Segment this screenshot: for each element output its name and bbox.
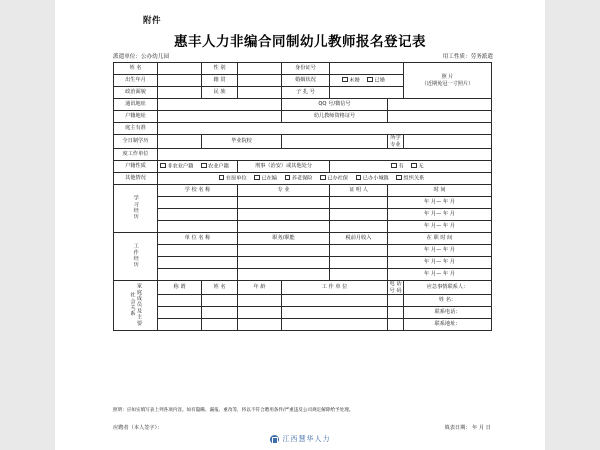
cell-qq-value[interactable] <box>388 99 492 111</box>
dispatch-unit-label: 派遣单位：公办幼儿园 <box>113 54 169 60</box>
work-header-time: 在 职 时 间 <box>388 233 492 245</box>
work-cell-unit[interactable] <box>158 269 238 281</box>
study-cell-time[interactable]: 年 月— 年 月 <box>388 197 492 209</box>
work-cell-time[interactable]: 年 月— 年 月 <box>388 245 492 257</box>
family-header-workunit: 工 作 单 位 <box>282 281 388 295</box>
checkbox-married[interactable]: 已婚 <box>367 77 384 84</box>
study-header-time: 时 间 <box>388 185 492 197</box>
table-row <box>114 257 492 269</box>
emergency-field-name[interactable]: 姓 名： <box>404 295 492 307</box>
table-row <box>114 307 492 319</box>
footer-company-name: 江西慧华人力 <box>282 435 331 443</box>
cell-major-label: 所学专业 <box>388 135 404 149</box>
cell-political-label: 政治面貌 <box>114 87 158 99</box>
table-row <box>114 161 492 173</box>
study-cell-major[interactable] <box>238 221 330 233</box>
cell-idnumber-value[interactable] <box>330 63 404 75</box>
cell-marital-options[interactable] <box>330 75 404 87</box>
footer-watermark <box>0 434 600 444</box>
study-cell-school[interactable] <box>158 221 238 233</box>
family-cell-workunit[interactable] <box>282 319 388 331</box>
table-row <box>114 197 492 209</box>
checkbox-icon[interactable] <box>219 175 225 181</box>
cell-hukou-type-label: 户籍性质 <box>114 161 158 173</box>
cell-hukou-type-options[interactable] <box>158 161 238 173</box>
family-cell-workunit[interactable] <box>282 295 388 307</box>
cell-penalty-options[interactable] <box>330 161 492 173</box>
cell-gender-value[interactable] <box>238 63 282 75</box>
work-cell-position[interactable] <box>238 245 330 257</box>
family-cell-age[interactable] <box>238 307 282 319</box>
checkbox-icon[interactable] <box>356 175 362 181</box>
checkbox-penalty-yes[interactable]: 有 <box>391 163 403 170</box>
cell-education-label: 全日制学历 <box>114 135 158 149</box>
cell-native-value[interactable] <box>238 75 282 87</box>
cell-political-value[interactable] <box>158 87 202 99</box>
table-row <box>114 269 492 281</box>
checkbox-icon[interactable] <box>411 163 417 169</box>
checkbox-icon[interactable] <box>396 175 402 181</box>
checkbox-penalty-no[interactable]: 无 <box>411 163 423 170</box>
cell-birth-value[interactable] <box>158 75 202 87</box>
family-cell-relation[interactable] <box>158 307 202 319</box>
table-row <box>114 111 492 123</box>
study-header-witness: 证 明 人 <box>330 185 388 197</box>
family-header-relation: 称 谓 <box>158 281 202 295</box>
checkbox-pension[interactable]: 养老保险 <box>285 175 313 182</box>
work-cell-income[interactable] <box>330 245 388 257</box>
cell-spacer-label: 度工作单位 <box>114 149 158 161</box>
checkbox-social[interactable]: 已办社保 <box>320 175 348 182</box>
registration-form-table <box>113 62 492 331</box>
emergency-field-phone[interactable]: 联系电话： <box>404 307 492 319</box>
cell-school-label: 毕业院校 <box>202 135 282 149</box>
table-row <box>114 99 492 111</box>
checkbox-icon[interactable] <box>201 163 207 169</box>
cell-qq-label: QQ 号/微信号 <box>282 99 388 111</box>
cell-gender-label: 性 别 <box>202 63 238 75</box>
work-cell-time[interactable]: 年 月— 年 月 <box>388 269 492 281</box>
work-header-income: 税前月收入 <box>330 233 388 245</box>
work-cell-income[interactable] <box>330 269 388 281</box>
table-row <box>114 209 492 221</box>
work-cell-time[interactable]: 年 月— 年 月 <box>388 257 492 269</box>
family-cell-phone[interactable] <box>388 307 404 319</box>
checkbox-icon[interactable] <box>254 175 260 181</box>
checkbox-in-unit[interactable]: 在原单位 <box>219 175 247 182</box>
cell-name-label: 姓 名 <box>114 63 158 75</box>
employment-type-label: 用工性质：劳务派遣 <box>442 54 493 60</box>
study-cell-witness[interactable] <box>330 197 388 209</box>
table-row <box>114 295 492 307</box>
cell-ethnic-label: 民 族 <box>202 87 238 99</box>
checkbox-icon[interactable] <box>391 163 397 169</box>
family-cell-name[interactable] <box>202 295 238 307</box>
checkbox-icon[interactable] <box>160 163 166 169</box>
table-row <box>114 185 492 197</box>
checkbox-icon[interactable] <box>367 77 373 83</box>
table-row <box>114 245 492 257</box>
cell-spacer-value[interactable] <box>158 149 492 161</box>
family-header-phone: 电 话 号 码 <box>389 281 402 294</box>
family-header-name: 姓 名 <box>202 281 238 295</box>
cell-teachercert-value[interactable] <box>388 111 492 123</box>
family-cell-phone[interactable] <box>388 295 404 307</box>
study-cell-time[interactable]: 年 月— 年 月 <box>388 221 492 233</box>
cell-address-value[interactable] <box>158 99 282 111</box>
checkbox-on-staff[interactable]: 已在编 <box>254 175 277 182</box>
cell-name-value[interactable] <box>158 63 202 75</box>
photo-label-2: （近期免冠一寸照片） <box>421 80 474 87</box>
emergency-contact-title: 应急事情联系人： <box>404 281 492 295</box>
family-cell-age[interactable] <box>238 319 282 331</box>
cell-address-label: 通讯地址 <box>114 99 158 111</box>
study-cell-school[interactable] <box>158 197 238 209</box>
photo-cell <box>404 63 492 99</box>
work-cell-position[interactable] <box>238 257 330 269</box>
family-cell-age[interactable] <box>238 295 282 307</box>
page-title: 惠丰人力非编合同制幼儿教师报名登记表 <box>174 34 426 50</box>
cell-ethnic-value[interactable] <box>238 87 282 99</box>
cell-childno-label: 子 扎 号 <box>282 87 330 99</box>
cell-family-main-label: 庭主有准 <box>114 123 158 135</box>
fill-date-label[interactable]: 填表日期： 年 月 日 <box>444 425 491 431</box>
checkbox-icon[interactable] <box>320 175 326 181</box>
table-row <box>114 281 492 295</box>
work-cell-unit[interactable] <box>158 245 238 257</box>
cell-major-value[interactable] <box>404 135 492 149</box>
form-notes: 照明：应如实填写表上列各项内容。如有隐瞒、漏报、重改等，将以不符合聘用条件/严重违反公司规定解除给予处理。 <box>113 408 354 413</box>
cell-hukou-label: 户籍地址 <box>114 111 158 123</box>
table-row <box>114 135 492 149</box>
cell-penalty-label: 刑事（治安）或其他处分 <box>238 161 330 173</box>
applicant-signature-label[interactable]: 应聘者（本人签字）： <box>113 425 163 431</box>
table-row <box>114 319 492 331</box>
study-cell-witness[interactable] <box>330 209 388 221</box>
table-row <box>114 173 492 185</box>
checkbox-town[interactable]: 已办小城镇 <box>356 175 389 182</box>
table-row <box>114 63 492 75</box>
checkbox-icon[interactable] <box>342 77 348 83</box>
work-header-position: 职务/职能 <box>238 233 330 245</box>
cell-teachercert-label: 幼儿教师资格证号 <box>282 111 388 123</box>
photo-label-1: 照 片 <box>441 74 454 80</box>
work-cell-position[interactable] <box>238 269 330 281</box>
section-label-study: 学习经历 <box>114 185 158 233</box>
checkbox-org-relation[interactable]: 组织关系 <box>396 175 424 182</box>
cell-native-label: 籍 贯 <box>202 75 238 87</box>
company-logo-icon <box>270 435 279 444</box>
cell-idnumber-label: 身份证号 <box>282 63 330 75</box>
table-row <box>114 233 492 245</box>
study-cell-major[interactable] <box>238 209 330 221</box>
family-cell-relation[interactable] <box>158 295 202 307</box>
study-cell-time[interactable]: 年 月— 年 月 <box>388 209 492 221</box>
checkbox-nonagri[interactable]: 非农业户籍 <box>160 163 193 170</box>
work-header-unit: 单 位 名 称 <box>158 233 238 245</box>
study-cell-witness[interactable] <box>330 221 388 233</box>
section-label-family: 家庭成员及主要社会关系 <box>114 281 158 331</box>
cell-family-main-value[interactable] <box>158 123 492 135</box>
family-cell-relation[interactable] <box>158 319 202 331</box>
work-cell-income[interactable] <box>330 257 388 269</box>
family-cell-name[interactable] <box>202 307 238 319</box>
emergency-field-address[interactable]: 联系地址： <box>404 319 492 331</box>
family-cell-phone[interactable] <box>388 319 404 331</box>
study-header-major: 专 业 <box>238 185 330 197</box>
checkbox-icon[interactable] <box>285 175 291 181</box>
cell-childno-value[interactable] <box>330 87 404 99</box>
cell-other-options[interactable] <box>158 173 492 185</box>
table-row <box>114 149 492 161</box>
study-cell-school[interactable] <box>158 209 238 221</box>
study-header-school: 学 校 名 称 <box>158 185 238 197</box>
section-label-work: 工作经历 <box>114 233 158 281</box>
checkbox-unmarried[interactable]: 未婚 <box>342 77 359 84</box>
cell-birth-label: 出生年月 <box>114 75 158 87</box>
cell-education-value[interactable] <box>158 135 202 149</box>
work-cell-unit[interactable] <box>158 257 238 269</box>
table-row <box>114 123 492 135</box>
study-cell-major[interactable] <box>238 197 330 209</box>
family-cell-workunit[interactable] <box>282 307 388 319</box>
checkbox-agri[interactable]: 农业户籍 <box>201 163 229 170</box>
cell-school-value[interactable] <box>282 135 388 149</box>
cell-hukou-value[interactable] <box>158 111 282 123</box>
family-header-age: 年 龄 <box>238 281 282 295</box>
family-cell-name[interactable] <box>202 319 238 331</box>
sub-header-row <box>113 52 493 60</box>
signature-row <box>113 424 491 431</box>
cell-marital-label: 婚姻状况 <box>282 75 330 87</box>
cell-other-label: 其他情况 <box>114 173 158 185</box>
document-page <box>55 0 545 450</box>
table-row <box>114 221 492 233</box>
attachment-label: 附件 <box>143 16 162 26</box>
